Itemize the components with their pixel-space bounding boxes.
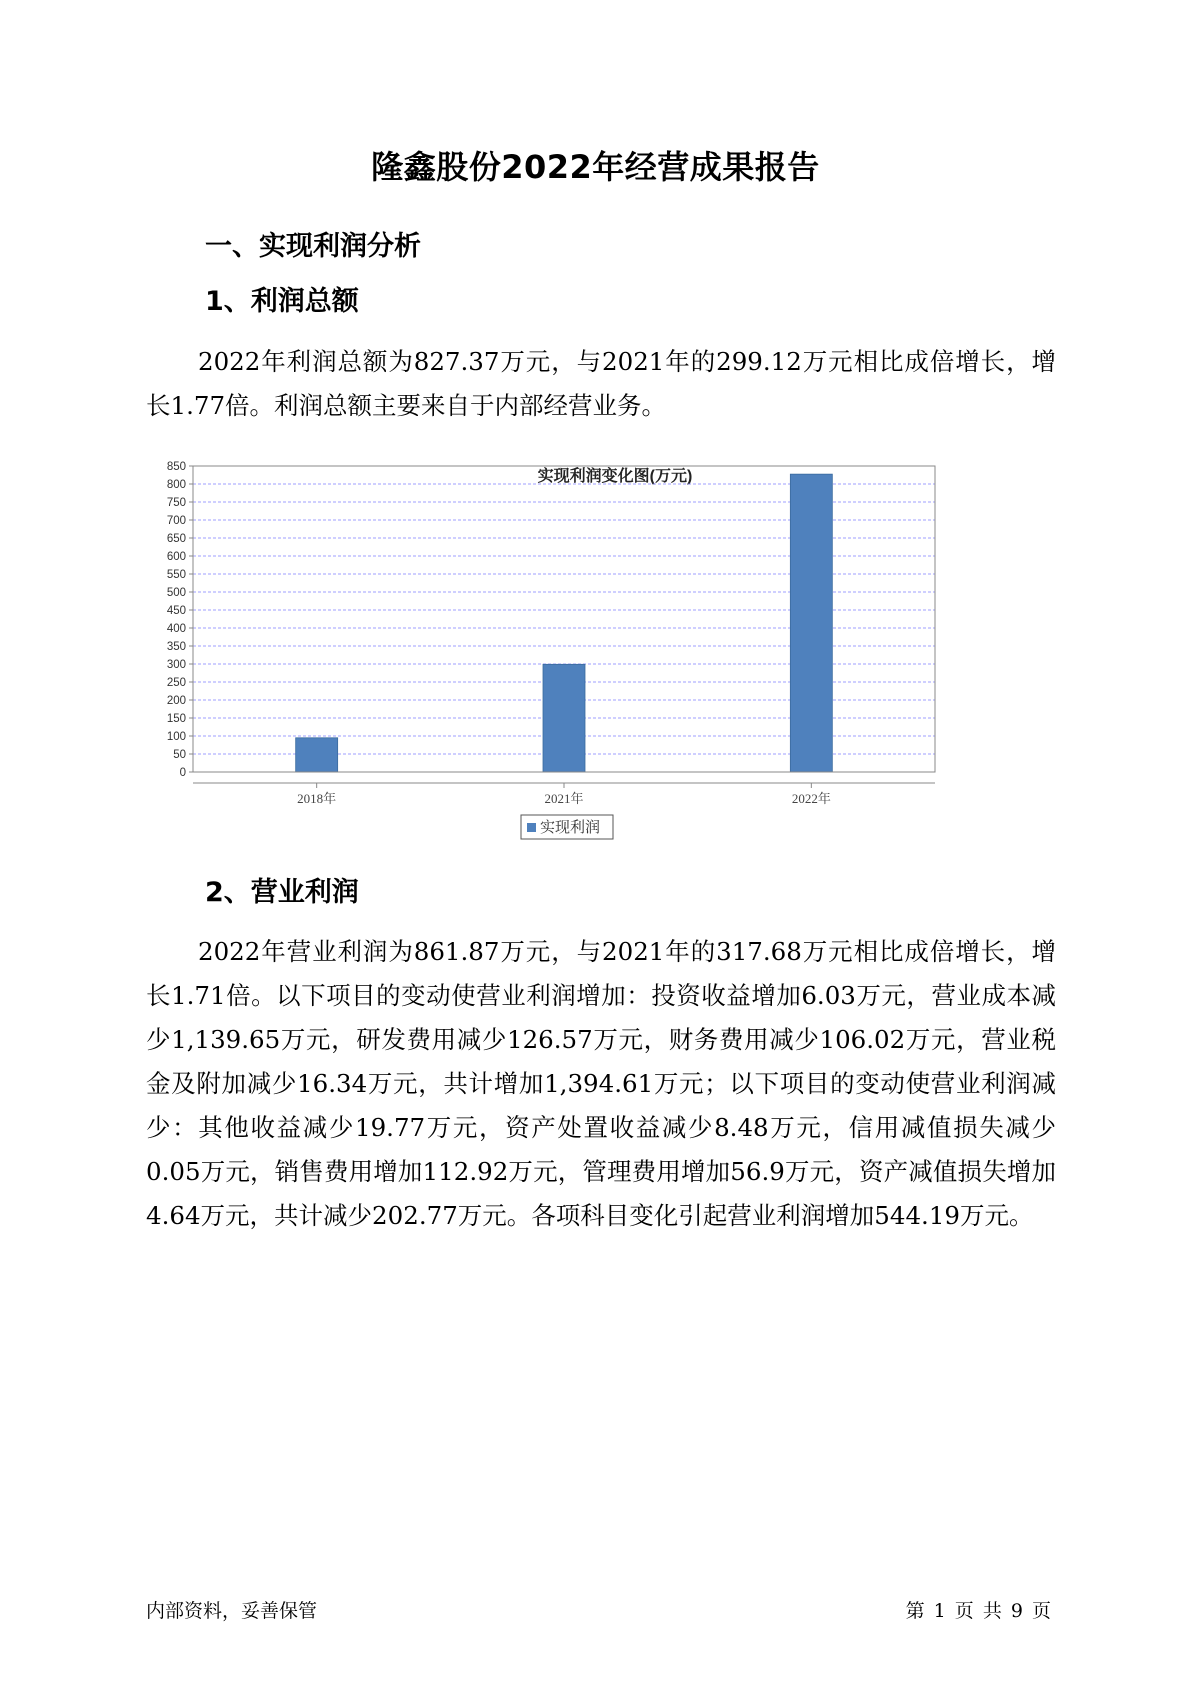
y-tick-label: 750 xyxy=(166,497,186,509)
y-tick-label: 600 xyxy=(166,551,186,563)
footer-page-number: 第 1 页 共 9 页 xyxy=(905,1600,1051,1622)
y-tick-label: 0 xyxy=(179,767,186,779)
y-tick-label: 800 xyxy=(166,479,186,491)
y-tick-label: 200 xyxy=(166,695,186,707)
chart-legend xyxy=(521,815,613,839)
y-tick-label: 150 xyxy=(166,713,186,725)
footer-confidential-note: 内部资料，妥善保管 xyxy=(146,1600,318,1622)
y-tick-label: 850 xyxy=(166,461,186,473)
chart-title: 实现利润变化图(万元) xyxy=(537,468,693,485)
y-tick-label: 350 xyxy=(166,641,186,653)
y-tick-label: 450 xyxy=(166,605,186,617)
x-tick-label: 2022年 xyxy=(791,791,831,806)
y-tick-label: 50 xyxy=(173,749,186,761)
y-tick-label: 700 xyxy=(166,515,186,527)
chart-y-axis xyxy=(167,461,193,779)
subsection-heading-total-profit: 1、利润总额 xyxy=(205,286,359,317)
bar-0 xyxy=(296,738,338,772)
subsection-heading-operating-profit: 2、营业利润 xyxy=(205,877,359,908)
legend-swatch xyxy=(527,823,536,832)
y-tick-label: 400 xyxy=(166,623,186,635)
chart-x-axis xyxy=(193,783,935,806)
bar-1 xyxy=(543,664,585,772)
x-tick-label: 2018年 xyxy=(297,791,337,806)
y-tick-label: 300 xyxy=(166,659,186,671)
y-tick-label: 550 xyxy=(166,569,186,581)
chart-bars xyxy=(296,474,833,772)
x-tick-label: 2021年 xyxy=(544,791,584,806)
paragraph-total-profit: 2022年利润总额为827.37万元，与2021年的299.12万元相比成倍增长，增长1.77倍。利润总额主要来自于内部经营业务。 xyxy=(146,347,1056,420)
y-tick-label: 250 xyxy=(166,677,186,689)
profit-bar-chart xyxy=(155,455,1035,910)
y-tick-label: 100 xyxy=(166,731,186,743)
bar-2 xyxy=(790,474,832,772)
legend-label: 实现利润 xyxy=(540,820,601,836)
y-tick-label: 650 xyxy=(166,533,186,545)
page-title: 隆鑫股份2022年经营成果报告 xyxy=(371,148,820,186)
y-tick-label: 500 xyxy=(166,587,186,599)
paragraph-operating-profit: 2022年营业利润为861.87万元，与2021年的317.68万元相比成倍增长，增长1.71倍。以下项目的变动使营业利润增加：投资收益增加6.03万元，营业成本减少1,139.65万元，研发费用减少126.57万元，财务费用减少106.02万元，营业税金及附加减少16.34万元，共计增加1,394.61万元；以下项目的变动使营业利润减少：其他收益减少19.77万元，资产处置收益减少8.48万元，信用减值损失减少0.05万元，销售费用增加112.92万元，管理费用增加56.9万元，资产减值损失增加4.64万元，共计减少202.77万元。各项科目变化引起营业利润增加544.19万元。 xyxy=(146,937,1056,1230)
section-heading: 一、实现利润分析 xyxy=(205,231,421,262)
